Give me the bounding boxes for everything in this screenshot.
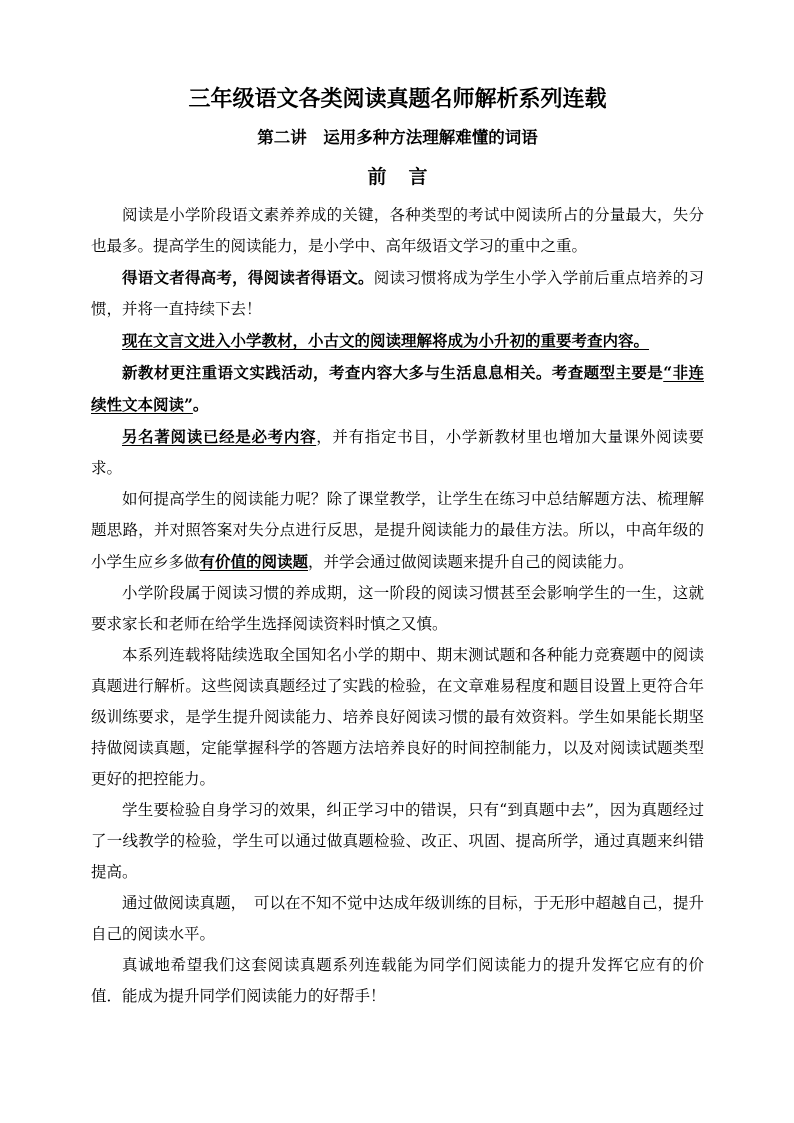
lecture-subtitle: 第二讲 运用多种方法理解难懂的词语 [257,128,538,147]
paragraph-6 [91,484,704,578]
paragraph-11: 真诚地希望我们这套阅读真题系列连载能为同学们阅读能力的提升发挥它应有的价值．能成为提升同学们阅读能力的好帮手！ [91,956,704,1005]
paragraph-2 [91,262,704,325]
paragraph-8: 本系列连载将陆续选取全国知名小学的期中、期末测试题和各种能力竞赛题中的阅读真题进行解析。这些阅读真题经过了实践的检验，在文章难易程度和题目设置上更符合年级训练要求，是学生提升阅读能力、培养良好阅读习惯的最有效资料。学生如果能长期坚持做阅读真题，定能掌握科学的答题方法培养良好的时间控制能力，以及对阅读试题类型更好的把控能力。 [91,646,704,788]
paragraph-3-bold-underline: 现在文言文进入小学教材，小古文的阅读理解将成为小升初的重要考查内容。 [122,331,650,350]
preface-heading: 前言 [367,166,450,188]
paragraph-3 [91,325,704,357]
paragraph-9: 学生要检验自身学习的效果，纠正学习中的错误，只有“到真题中去”，因为真题经过了一线教学的检验，学生可以通过做真题检验、改正、巩固、提高所学，通过真题来纠错提高。 [91,801,704,881]
paragraph-4-bold: 新教材更注重语文实践活动，考查内容大多与生活息息相关。考查题型主要是 [122,363,664,382]
paragraph-2-rest: 阅读习惯将成为学生小学入学前后重点培养的习惯，并将一直持续下去！ [91,269,704,318]
paragraph-5-rest: ，并有指定书目，小学新教材里也增加大量课外阅读要求。 [91,428,704,477]
paragraph-5 [91,421,704,484]
paragraph-1: 阅读是小学阶段语文素养养成的关键，各种类型的考试中阅读所占的分量最大，失分也最多。提高学生的阅读能力，是小学中、高年级语文学习的重中之重。 [91,206,704,255]
paragraph-2-bold: 得语文者得高考，得阅读者得语文。 [122,268,374,287]
paragraph-4-end: 。 [192,395,209,414]
paragraph-6-b: ，并学会通过做阅读题来提升自己的阅读能力。 [308,553,634,571]
paragraph-4 [91,357,704,421]
document-title: 三年级语文各类阅读真题名师解析系列连载 [188,86,607,112]
paragraph-6-underline: 有价值的阅读题 [199,552,309,571]
paragraph-10: 通过做阅读真题， 可以在不知不觉中达成年级训练的目标，于无形中超越自己，提升自己的阅读水平。 [91,894,704,943]
paragraph-6-a: 如何提高学生的阅读能力呢？除了课堂教学，让学生在练习中总结解题方法、梳理解题思路，并对照答案对失分点进行反思，是提升阅读能力的最佳方法。所以，中高年级的小学生应乡多做 [91,490,704,571]
paragraph-5-underline: 另名著阅读已经是必考内容 [122,427,317,446]
paragraph-4-underline: “非连续性文本阅读” [91,363,704,414]
paragraph-7: 小学阶段属于阅读习惯的养成期，这一阶段的阅读习惯甚至会影响学生的一生，这就要求家长和老师在给学生选择阅读资料时慎之又慎。 [91,584,704,633]
